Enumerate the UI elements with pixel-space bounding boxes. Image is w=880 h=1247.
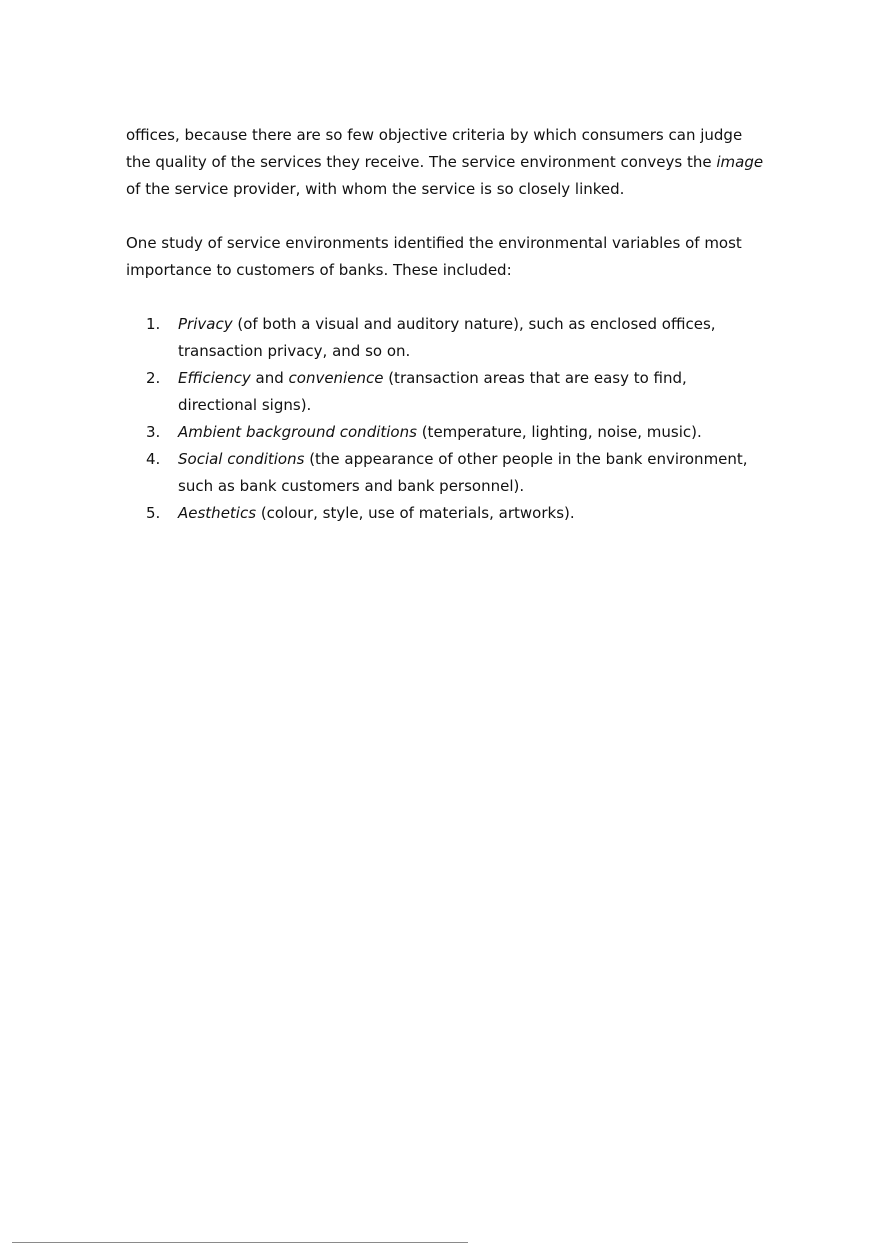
list-item: [126, 365, 766, 419]
list-item-number: 5.: [146, 504, 161, 522]
list-item-term: Efficiency: [178, 369, 251, 387]
paragraph-intro-emphasis: image: [716, 153, 764, 171]
list-item: [126, 311, 766, 365]
list-item-term: Aesthetics: [178, 504, 257, 522]
list-item-description: (temperature, lighting, noise, music).: [416, 423, 702, 441]
list-item-description: (of both a visual and auditory nature), such as enclosed offices, transaction privacy, and so on.: [178, 315, 716, 360]
list-item-number: 2.: [146, 369, 161, 387]
list-item-term: Ambient background conditions: [178, 423, 417, 441]
paragraph-intro-text-end: of the service provider, with whom the service is so closely linked.: [126, 180, 625, 198]
list-item-connector: and: [250, 369, 289, 387]
list-item-term: Social conditions: [178, 450, 305, 468]
list-item-description: (the appearance of other people in the bank environment, such as bank customers and bank personnel).: [178, 450, 748, 495]
paragraph-study-text: One study of service environments identified the environmental variables of most importance to customers of banks. These included:: [126, 234, 742, 279]
list-item-number: 4.: [146, 450, 161, 468]
list-item-number: 3.: [146, 423, 161, 441]
paragraph-study: [126, 230, 766, 284]
list-item-description: (colour, style, use of materials, artworks).: [256, 504, 575, 522]
paragraph-intro-text: offices, because there are so few objective criteria by which consumers can judge the quality of the services they receive. The service environment conveys the: [126, 126, 743, 171]
footer-divider: [12, 1242, 468, 1243]
list-item-term-secondary: convenience: [288, 369, 384, 387]
paragraph-intro: [126, 122, 766, 203]
list-item: [126, 446, 766, 500]
list-item-term: Privacy: [178, 315, 233, 333]
list-item: [126, 500, 766, 527]
list-item-description: (transaction areas that are easy to find, directional signs).: [178, 369, 687, 414]
variables-list: [126, 311, 766, 527]
list-item: [126, 419, 766, 446]
list-item-number: 1.: [146, 315, 161, 333]
document-body: [126, 122, 766, 527]
